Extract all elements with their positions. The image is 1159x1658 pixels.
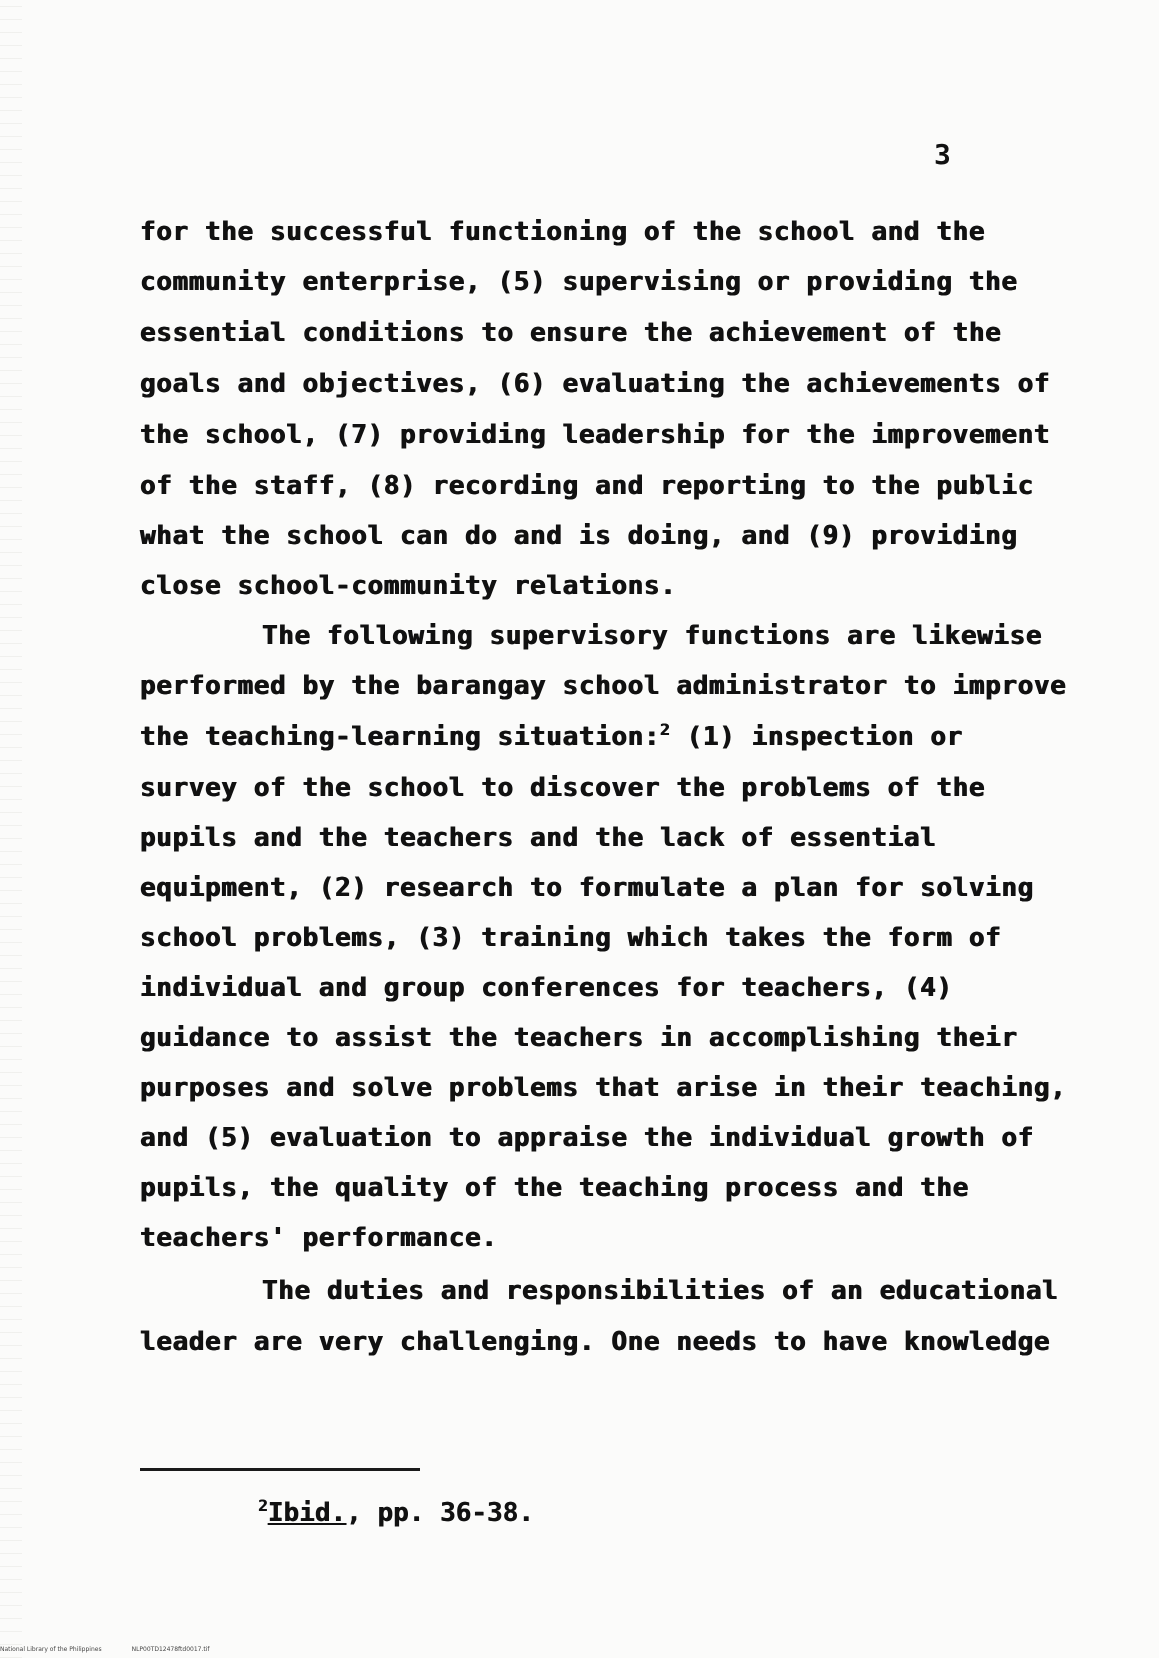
text-line: individual and group conferences for teachers, (4) — [140, 973, 953, 1003]
footnote — [258, 1498, 534, 1528]
text-line: essential conditions to ensure the achievement of the — [140, 318, 1002, 348]
text-line: of the staff, (8) recording and reporting to the public — [140, 471, 1034, 501]
text-line: performed by the barangay school administrator to improve — [140, 671, 1067, 701]
text-line: leader are very challenging. One needs to have knowledge — [140, 1327, 1051, 1357]
text-line-with-footnote-ref — [140, 721, 963, 753]
text-segment: the teaching-learning situation: — [140, 722, 661, 752]
scan-edge-noise — [0, 0, 22, 1658]
text-line: the school, (7) providing leadership for the improvement — [140, 420, 1051, 450]
archive-label — [0, 1646, 240, 1653]
footnote-source: Ibid. — [267, 1498, 346, 1528]
footnote-reference: 2 — [660, 720, 671, 739]
footnote-separator — [140, 1468, 420, 1471]
text-line: pupils, the quality of the teaching process and the — [140, 1173, 969, 1203]
paragraph-start: The duties and responsibilities of an educational — [262, 1276, 1059, 1306]
text-line: guidance to assist the teachers in accomplishing their — [140, 1023, 1018, 1053]
archive-library: National Library of the Philippines — [0, 1646, 102, 1653]
text-line: close school-community relations. — [140, 571, 677, 601]
page-number: 3 — [934, 138, 951, 171]
footnote-pages: , pp. 36-38. — [345, 1498, 534, 1528]
text-line: what the school can do and is doing, and (9) providing — [140, 521, 1018, 551]
text-line: for the successful functioning of the school and the — [140, 217, 986, 247]
footnote-marker: 2 — [258, 1496, 268, 1515]
text-line: and (5) evaluation to appraise the individual growth of — [140, 1123, 1034, 1153]
text-line: teachers' performance. — [140, 1223, 498, 1253]
text-line: community enterprise, (5) supervising or providing the — [140, 267, 1018, 297]
text-line: survey of the school to discover the problems of the — [140, 773, 986, 803]
text-line: equipment, (2) research to formulate a plan for solving — [140, 873, 1034, 903]
archive-file: NLP00TD12478ftd0017.tif — [131, 1646, 210, 1653]
text-line: goals and objectives, (6) evaluating the achievements of — [140, 369, 1051, 399]
text-segment: (1) inspection or — [670, 722, 963, 752]
text-line: purposes and solve problems that arise in their teaching, — [140, 1073, 1067, 1103]
text-line: school problems, (3) training which takes the form of — [140, 923, 1002, 953]
paragraph-start: The following supervisory functions are likewise — [262, 621, 1043, 651]
text-line: pupils and the teachers and the lack of essential — [140, 823, 937, 853]
